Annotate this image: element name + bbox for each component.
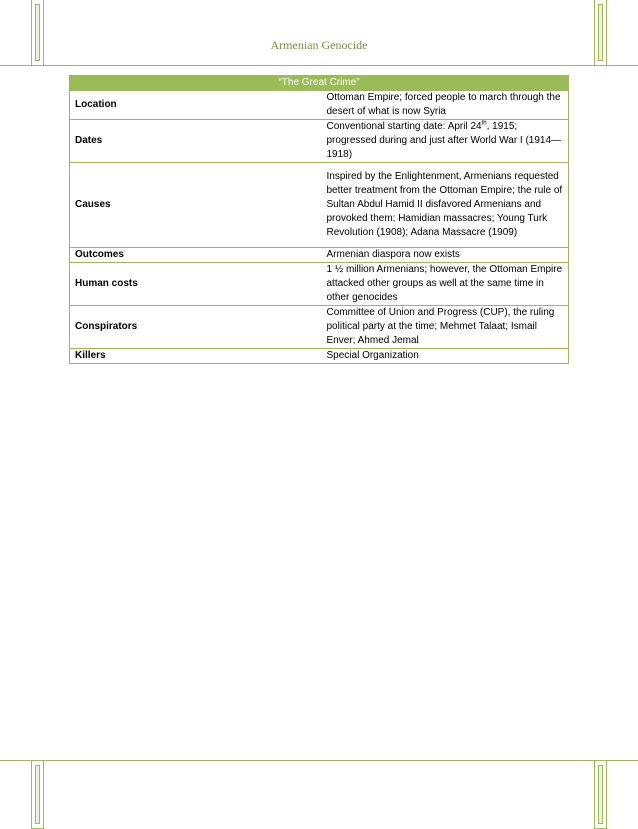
row-value: 1 ½ million Armenians; however, the Ottoman Empire attacked other groups as well at the same time in other genocides	[322, 263, 569, 306]
row-value: Ottoman Empire; forced people to march through the desert of what is now Syria	[322, 91, 569, 120]
value-text: Conventional starting date: April 24	[326, 121, 482, 132]
row-value: Armenian diaspora now exists	[322, 248, 569, 263]
header-rule	[0, 65, 638, 66]
table-row-dates	[70, 120, 569, 163]
row-value: Committee of Union and Progress (CUP), the ruling political party at the time; Mehmet Talaat; Ismail Enver; Ahmed Jemal	[322, 306, 569, 349]
table-row-location	[70, 91, 569, 120]
row-label: Killers	[70, 349, 322, 364]
value-text: , 1915; progressed during and just after World War I (1914—1918)	[326, 121, 562, 160]
page-header-title: Armenian Genocide	[270, 38, 368, 52]
table-row-outcomes	[70, 248, 569, 263]
row-label: Conspirators	[70, 306, 322, 349]
row-value	[322, 120, 569, 163]
footer-left-border-ornament	[31, 760, 44, 829]
table-row-conspirators	[70, 306, 569, 349]
table-row-killers	[70, 349, 569, 364]
row-value: Special Organization	[322, 349, 569, 364]
table-caption: “The Great Crime”	[70, 76, 569, 91]
table-caption-row	[70, 76, 569, 91]
header-right-border-ornament	[594, 0, 607, 66]
footer-right-border-ornament	[594, 760, 607, 829]
row-label: Outcomes	[70, 248, 322, 263]
footer-rule	[0, 760, 638, 761]
ordinal-suffix: th	[481, 120, 487, 127]
row-label: Dates	[70, 120, 322, 163]
header-left-border-ornament	[31, 0, 44, 66]
table-row-human-costs	[70, 263, 569, 306]
table-row-causes	[70, 163, 569, 248]
row-label: Causes	[70, 163, 322, 248]
row-label: Human costs	[70, 263, 322, 306]
facts-table	[69, 75, 569, 364]
row-label: Location	[70, 91, 322, 120]
row-value: Inspired by the Enlightenment, Armenians requested better treatment from the Ottoman Empire; the rule of Sultan Abdul Hamid II disfavored Armenians and provoked them; Hamidian massacres; Young Turk Revolution (1908); Adana Massacre (1909)	[322, 163, 569, 248]
